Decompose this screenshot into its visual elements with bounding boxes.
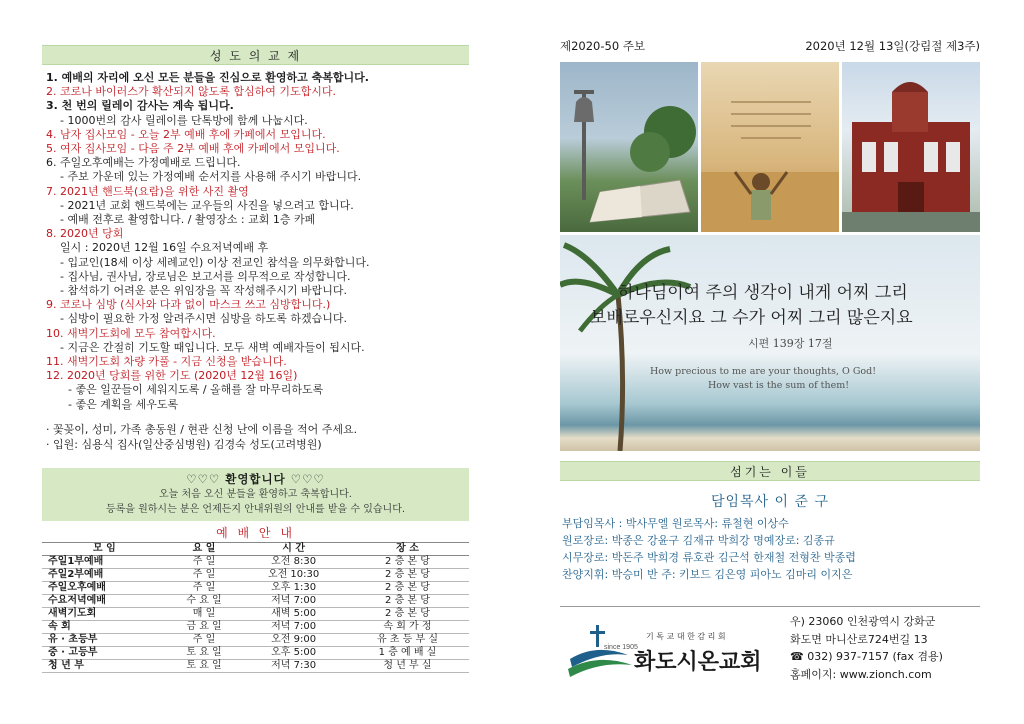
table-row — [42, 646, 469, 659]
scripture-english-1: How precious to me are your thoughts, O God! — [650, 366, 877, 377]
table-cell: 오전 10:30 — [241, 568, 346, 581]
fellowship-title: 성 도 의 교 제 — [42, 45, 469, 65]
welcome-title: ♡♡♡ 환영합니다 ♡♡♡ — [186, 471, 325, 486]
table-cell: 청 년 부 실 — [346, 659, 469, 672]
table-row — [42, 594, 469, 607]
table-cell: 속 회 가 정 — [346, 620, 469, 633]
address-line: 우) 23060 인천광역시 강화군 — [790, 615, 936, 628]
notice-item: 5. 여자 집사모임 - 다음 주 2부 예배 후에 카페에서 모입니다. — [46, 142, 340, 156]
table-cell: 토 요 일 — [167, 659, 241, 672]
table-cell: 2 층 본 당 — [346, 594, 469, 607]
welcome-box — [42, 468, 469, 521]
table-cell: 1 층 예 배 실 — [346, 646, 469, 659]
table-cell: 유 · 초등부 — [42, 633, 167, 646]
scripture-english-2: How vast is the sum of them! — [708, 380, 850, 391]
worship-title: 예 배 안 내 — [216, 525, 295, 540]
notice-item: - 집사님, 권사님, 장로님은 보고서를 의무적으로 작성합니다. — [60, 269, 351, 283]
bulletin-header — [560, 38, 980, 54]
table-row — [42, 581, 469, 594]
table-cell: 2 층 본 당 — [346, 607, 469, 620]
table-cell: 2 층 본 당 — [346, 568, 469, 581]
table-cell: 주일1부예배 — [42, 555, 167, 568]
address-line: 화도면 마니산로724번길 13 — [790, 632, 928, 646]
church-contact — [790, 613, 943, 683]
issue-date: 2020년 12월 13일(강림절 제3주) — [805, 39, 980, 53]
servants-title: 섬기는 이들 — [560, 461, 980, 481]
table-cell: 저녁 7:30 — [241, 659, 346, 672]
table-cell: 오전 9:00 — [241, 633, 346, 646]
table-cell: 청 년 부 — [42, 659, 167, 672]
scripture-line-1: 하나님이여 주의 생각이 내게 어찌 그리 — [618, 283, 908, 303]
table-header-row — [42, 542, 469, 555]
notice-item: 6. 주일오후예배는 가정예배로 드립니다. — [46, 156, 241, 170]
staff-line: 부담임목사 : 박사무엘 원로목사: 류철현 이상수 — [562, 517, 789, 530]
table-cell: 주 일 — [167, 568, 241, 581]
table-cell: 수요저녁예배 — [42, 594, 167, 607]
scripture-line-2: 보배로우신지요 그 수가 어찌 그리 많은지요 — [590, 308, 913, 328]
notice-item: - 2021년 교회 핸드북에는 교우들의 사진을 넣으려고 합니다. — [60, 198, 354, 212]
welcome-line: 오늘 처음 오신 분들을 환영하고 축복합니다. — [159, 488, 352, 500]
table-cell: 수 요 일 — [167, 594, 241, 607]
table-cell: 매 일 — [167, 607, 241, 620]
table-cell: 토 요 일 — [167, 646, 241, 659]
scripture-banner — [560, 235, 980, 451]
table-cell: 2 층 본 당 — [346, 581, 469, 594]
notice-item: - 지금은 간절히 기도할 때입니다. 모두 새벽 예배자들이 됩시다. — [60, 340, 365, 354]
notice-item: 일시 : 2020년 12월 16일 수요저녁예배 후 — [60, 241, 269, 255]
table-header-cell: 장 소 — [346, 542, 469, 555]
notice-item: - 주보 가운데 있는 가정예배 순서지를 사용해 주시기 바랍니다. — [60, 170, 362, 184]
table-cell: 오후 5:00 — [241, 646, 346, 659]
notice-item: 2. 코로나 바이러스가 확산되지 않도록 합심하여 기도합시다. — [46, 85, 336, 99]
table-row — [42, 659, 469, 672]
notice-item: - 입교인(18세 이상 세례교인) 이상 전교인 참석을 의무화합니다. — [60, 255, 370, 269]
table-cell: 금 요 일 — [167, 620, 241, 633]
table-row — [42, 568, 469, 581]
table-row — [42, 633, 469, 646]
table-header-cell: 시 간 — [241, 542, 346, 555]
table-cell: 속 회 — [42, 620, 167, 633]
photo-strip — [560, 62, 980, 232]
right-column — [560, 38, 980, 681]
table-cell: 저녁 7:00 — [241, 594, 346, 607]
photo-church-building — [842, 62, 980, 232]
since-label: since 1905 — [604, 644, 638, 651]
notice-item: 8. 2020년 당회 — [46, 227, 124, 241]
table-cell: 오후 1:30 — [241, 581, 346, 594]
notice-item: - 좋은 계획을 세우도록 — [68, 397, 179, 411]
church-logo — [566, 621, 776, 681]
table-cell: 주 일 — [167, 633, 241, 646]
homepage-link[interactable]: 홈페이지: www.zionch.com — [790, 667, 932, 681]
worship-schedule-table — [42, 542, 469, 673]
table-header-cell: 요 일 — [167, 542, 241, 555]
notice-item: 10. 새벽기도회에 모두 참여합시다. — [46, 326, 216, 340]
table-cell: 주 일 — [167, 581, 241, 594]
table-cell: 2 층 본 당 — [346, 555, 469, 568]
senior-pastor: 담임목사 이 준 구 — [710, 494, 830, 510]
notice-item: 12. 2020년 당회를 위한 기도 (2020년 12월 16일) — [46, 369, 298, 383]
table-cell: 주일2부예배 — [42, 568, 167, 581]
phone-line: ☎ 032) 937-7157 (fax 겸용) — [790, 650, 943, 663]
church-footer — [560, 606, 980, 681]
table-cell: 중 · 고등부 — [42, 646, 167, 659]
table-cell: 유 초 등 부 실 — [346, 633, 469, 646]
fellowship-notices — [42, 71, 469, 412]
table-cell: 저녁 7:00 — [241, 620, 346, 633]
notice-item: - 좋은 일꾼들이 세워지도록 / 올해를 잘 마무리하도록 — [68, 383, 324, 397]
scripture-reference: 시편 139장 17절 — [748, 337, 833, 350]
staff-line: 원로장로: 박종은 강윤구 김재규 박희강 명예장로: 김종규 — [562, 534, 835, 547]
notice-extra-line: · 꽃꽂이, 성미, 가족 총동원 / 현관 신청 난에 이름을 적어 주세요. — [46, 422, 358, 436]
table-cell: 새벽 5:00 — [241, 607, 346, 620]
photo-illustration — [701, 62, 839, 232]
notice-item: - 심방이 필요한 가정 알려주시면 심방을 하도록 하겠습니다. — [60, 312, 347, 326]
church-name: 화도시온교회 — [634, 650, 762, 675]
notice-item: - 참석하기 어려운 분은 위임장을 꼭 작성해주시기 바랍니다. — [60, 284, 347, 298]
table-cell: 주 일 — [167, 555, 241, 568]
table-cell: 오전 8:30 — [241, 555, 346, 568]
welcome-line: 등록을 원하시는 분은 언제든지 안내위원의 안내를 받을 수 있습니다. — [105, 503, 406, 515]
table-row — [42, 620, 469, 633]
staff-line: 찬양지휘: 박승미 반 주: 키보드 김은영 피아노 김마리 이지은 — [562, 568, 853, 581]
table-cell: 새벽기도회 — [42, 607, 167, 620]
notice-item: - 1000번의 감사 릴레이를 단톡방에 함께 나눕시다. — [60, 113, 308, 127]
notice-item: 9. 코로나 심방 (식사와 다과 없이 마스크 쓰고 심방합니다.) — [46, 298, 331, 312]
table-row — [42, 555, 469, 568]
notice-item: 3. 천 번의 릴레이 감사는 계속 됩니다. — [46, 99, 234, 113]
notice-item: 11. 새벽기도회 차량 카풀 - 지금 신청을 받습니다. — [46, 355, 287, 369]
photo-bell-tower — [560, 62, 698, 232]
staff-list — [560, 515, 980, 583]
notice-item: - 예배 전후로 촬영합니다. / 촬영장소 : 교회 1층 카페 — [60, 213, 316, 227]
notice-item: 1. 예배의 자리에 오신 모든 분들을 진심으로 환영하고 축복합니다. — [46, 71, 369, 84]
staff-line: 시무장로: 박돈주 박희경 류호관 김근석 한재철 전형찬 박종렵 — [562, 551, 856, 564]
fellowship-extra — [42, 422, 469, 452]
table-cell: 주일오후예배 — [42, 581, 167, 594]
issue-number: 제2020-50 주보 — [560, 39, 646, 53]
notice-extra-line: · 입원: 심용식 집사(일산중심병원) 김경숙 성도(고려병원) — [46, 437, 322, 451]
table-row — [42, 607, 469, 620]
table-header-cell: 모 임 — [42, 542, 167, 555]
left-column — [42, 45, 469, 673]
denomination-label: 기 독 교 대 한 감 리 회 — [646, 632, 726, 641]
notice-item: 4. 남자 집사모임 - 오늘 2부 예배 후에 카페에서 모입니다. — [46, 127, 326, 141]
notice-item: 7. 2021년 핸드북(요람)을 위한 사진 촬영 — [46, 184, 249, 198]
